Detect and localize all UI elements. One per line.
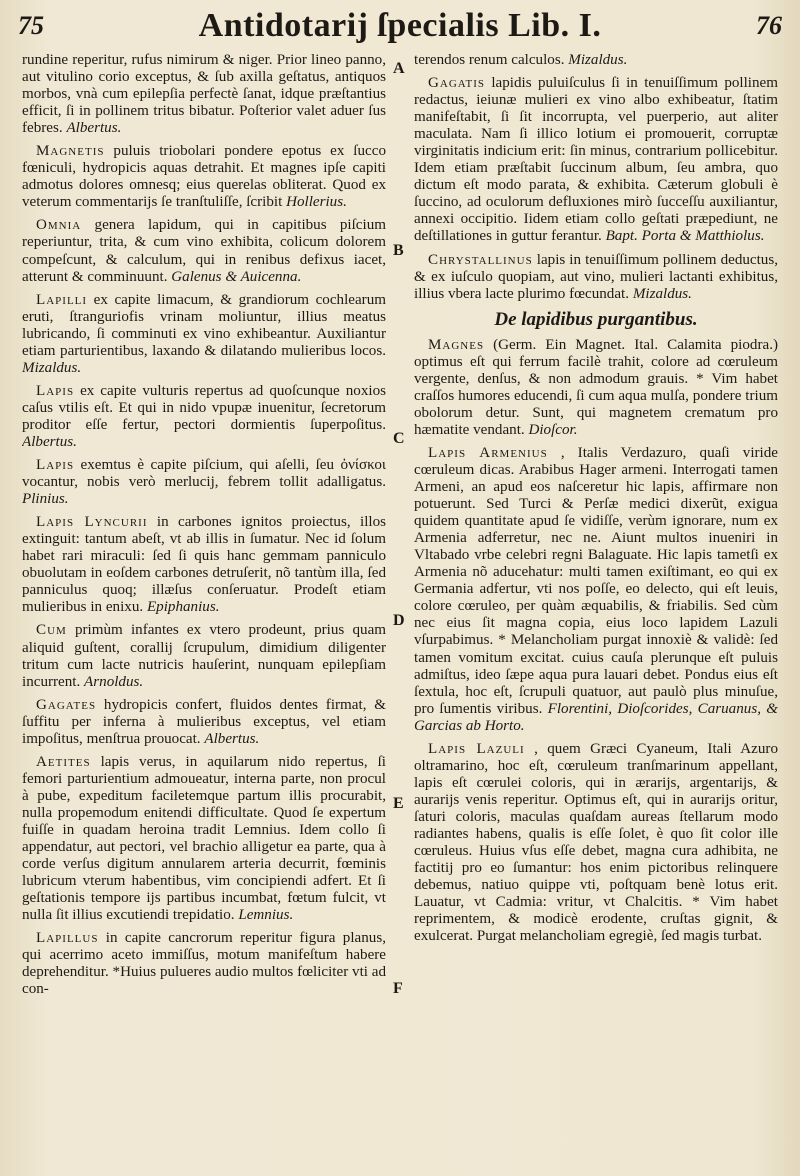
running-title: Antidotarij ſpecialis Lib. I.	[198, 7, 602, 44]
paragraph-text: genera lapidum, qui in capitibus piſcium reperiuntur, trita, & cum vino exhibita, colicum dolorem compeſcunt, & calculum, qui in renibus defixus iacet, atterunt & comminuunt.	[22, 217, 386, 285]
paragraph-text: in carbones ignitos proiectus, illos extinguit: tantum abeſt, vt ab illis in ſumatur. Nec id ſolum habet rari miraculi: ſed ſi quis hanc gemmam panniculo obuolutam in eoſdem carbones detruſerit, nõ tantùm illa, ſed panniculus quoq; illæſus conſeruatur. Prodeſt etiam mulieribus in enixu.	[22, 514, 386, 616]
citation: Arnoldus.	[84, 673, 144, 690]
citation: Mizaldus.	[632, 285, 692, 302]
paragraph-text: ex capite vulturis repertus ad quoſcunque noxios caſus vtilis eſt. Et qui in nido vpupæ inuenitur, ſecretorum proditor eſſe fertur, pectori dormientis ſuperpoſitus.	[22, 382, 386, 433]
section-heading: De lapidibus purgantibus.	[494, 308, 698, 330]
citation: Galenus & Auicenna.	[171, 268, 302, 285]
paragraph	[22, 143, 386, 211]
citation: Lemnius.	[238, 907, 294, 924]
margin-marker-f: F	[393, 980, 403, 997]
paragraph	[414, 252, 778, 303]
paragraph-text: , quem Græci Cyaneum, Itali Azuro oltramarino, hoc eſt, cœruleum tranſmarinum appellant, lapis eſt cœrulei coloris, qui in ærarijs, argentarijs, & aurarijs venis reperitur. Optimus eſt, qui in aurarijs oritur, ſaturi coloris, maculas quaſdam aureas ſtellarum modo radiantes habens, qualis is eſſe ſolet, è quo ſit color ille cœruleus. Huius vſus eſſe debet, magna cura adhibita, ne factitij pro eo ſumantur: hos enim pictoribus relinquere debemus, natiuo quippe vti, poſtquam benè lotus erit. Lauatur, vt Cadmia: vritur, vt Chalcitis. * Vim habet reprimentem, & modicè erodente, cruſtas gignit, & exulcerat. Purgat melancholiam egregiè, ſed magis turbat.	[414, 740, 778, 945]
paragraph-lead: Lapis Armenius	[428, 444, 548, 461]
citation: Bapt. Porta & Matthiolus.	[605, 228, 765, 245]
paragraph-text: puluis triobolari pondere epotus ex ſucco fœniculi, hydropicis aquas detrahit. Et magnes ipſe capiti admotus dolores omnesq; eius querelas obliterat. Quod ex veterum commentarijs ſe tranſtuliſſe, ſcribit	[22, 143, 386, 211]
paragraph-text: terendos renum calculos.	[414, 52, 565, 68]
paragraph	[22, 457, 386, 508]
paragraph-lead: Lapis Lyncurii	[36, 514, 148, 531]
page-number-right: 76	[755, 11, 782, 40]
paragraph-text: in capite cancrorum reperitur figura planus, qui acerrimo aceto immiſſus, motum manifeſtum habere deprehenditur. *Huius pulueres audio multos fœliciter vti ad con-	[22, 930, 386, 998]
paragraph-text: ex capite limacum, & grandiorum cochlearum eruti, ſtranguriofis vrinam moliuntur, illius meatus lubricando, ſi comminuti ex vino exhibeantur. Auxiliantur etiam parturientibus, laxando & dilatando mulieribus locos.	[22, 291, 386, 359]
paragraph-lead: Aetites	[36, 753, 91, 770]
citation: Hollerius.	[286, 194, 347, 211]
citation: Albertus.	[204, 730, 260, 747]
paragraph-text: primùm infantes ex vtero prodeunt, prius quam aliquid guſtent, corallij ſcrupulum, dimidium diligenter tritum cum lacte nutricis hauſerint, nunquam epilepſiam incurrent.	[22, 622, 386, 690]
paragraph	[22, 622, 386, 690]
margin-marker-c: C	[393, 430, 405, 447]
paragraph	[22, 754, 386, 924]
paragraph-lead: Omnia	[36, 217, 82, 234]
right-column-bottom	[414, 337, 778, 946]
right-column	[414, 52, 778, 1162]
paragraph-lead: Lapilli	[36, 291, 88, 308]
paragraph	[22, 52, 386, 137]
paragraph-text: (Germ. Ein Magnet. Ital. Calamita piodra.) optimus eſt qui ferrum facilè trahit, colore ad cœruleum vergente, denſus, & non admodum grauis. * Vim habet craſſos humores educendi, ſi cum aqua mulſa, pondere trium obolorum detur. Sunt, qui magnetem crematum pro hæmatite vendant.	[414, 336, 778, 438]
paragraph	[414, 52, 778, 69]
paragraph	[414, 75, 778, 245]
paragraph	[414, 337, 778, 439]
paragraph	[414, 741, 778, 946]
citation: Albertus.	[66, 120, 122, 137]
paragraph-text: hydropicis confert, fluidos dentes firmat, & ſuffitu per inferna à mulieribus exceptus, vel etiam impoſitus, menſtrua prouocat.	[22, 696, 386, 747]
citation: Florentini, Dioſcorides, Caruanus, & Garcias ab Horto.	[414, 700, 778, 734]
paragraph-text: lapis verus, in aquilarum nido repertus, ſi femori parturientium admoueatur, interna parte, non procul à pube, expeditum faciletemque partum illis procurabit, nulla propemodum enitendi difficultate. Quod ſe expertum fuiſſe in quadam heroina tradit Lemnius. Idem collo ſi appendatur, aut pectori, vel brachio alligetur ea parte, qua à corde verſus digitum annularem arteria decurrit, fœminis lubricum vterum habentibus, vim concipiendi adfert. Et ſi geſtationis tempore ijs partibus incumbat, fœtum fulcit, vt nulla ſit illius excutiendi trepidatio.	[22, 753, 386, 924]
paragraph-lead: Gagates	[36, 696, 97, 713]
running-header	[18, 4, 782, 48]
paragraph-lead: Lapis Lazuli	[428, 740, 525, 757]
paragraph	[22, 697, 386, 748]
paragraph	[22, 383, 386, 451]
paragraph-text: exemtus è capite piſcium, qui aſelli, ſeu ὀνίσκοι vocantur, nobis verò merlucij, febrem tollit adalligatus.	[22, 457, 386, 491]
right-column-top	[414, 52, 778, 303]
margin-marker-e: E	[393, 795, 404, 812]
page-number-left: 75	[18, 11, 44, 40]
paragraph-lead: Cum	[36, 622, 67, 639]
margin-marker-b: B	[393, 242, 404, 259]
paragraph	[22, 217, 386, 285]
margin-marker-a: A	[393, 60, 405, 77]
paragraph-text: lapidis puluiſculus ſi in tenuiſſimum pollinem redactus, ieiunæ mulieri ex vino albo exhibeatur, ſtatim manifeſtabit, ſi ſit incorrupta, vel puerperio, aut aliter maculata. Nam ſi illico lotium ei promouerit, corruptæ virginitatis indicium erit: ſin minus, contrarium pollicebitur. Idem etiam præſtabit ſuccinum album, ſeu ambra, quo dictum eſt modo parata, & exhibita. Cæterum globuli è ſuccino, ad oculorum defluxiones mirò ſucceſſu auxiliantur, annexi occipitio. Iidem etiam collo geſtati præpediunt, ne deſtillationes in guttur ferantur.	[414, 75, 778, 245]
citation: Mizaldus.	[22, 359, 82, 376]
paragraph-text: rundine reperitur, rufus nimirum & niger. Prior lineo panno, aut vitulino corio exceptus, & ſub axilla geſtatus, antiquos morbos, vnà cum epilepſia perfectè ſanat, idque præſtantius efficit, ſi in pollinem tritus bibatur. Poſterior valet aduer ſus febres.	[22, 52, 386, 137]
paragraph-lead: Magnes	[428, 336, 485, 353]
paragraph	[22, 514, 386, 616]
paragraph-lead: Gagatis	[428, 75, 486, 92]
paragraph	[22, 930, 386, 998]
paragraph-lead: Magnetis	[36, 143, 105, 160]
citation: Mizaldus.	[568, 52, 628, 68]
paragraph-lead: Lapillus	[36, 930, 99, 947]
citation: Dioſcor.	[528, 421, 578, 438]
paragraph	[414, 445, 778, 735]
citation: Plinius.	[22, 491, 69, 508]
paragraph-lead: Lapis	[36, 382, 75, 399]
margin-marker-d: D	[393, 612, 405, 629]
left-column	[22, 52, 386, 1162]
paragraph-lead: Lapis	[36, 457, 75, 474]
citation: Epiphanius.	[146, 599, 220, 616]
citation: Albertus.	[22, 433, 77, 450]
paragraph	[22, 292, 386, 377]
paragraph-text: , Italis Verdazuro, quaſi viride cœruleum dicas. Arabibus Hager armeni. Interrogati tamen Armeni, an apud eos naſceretur hic lapis, affirmare non potuerunt. Sed Turci & Perſæ medici dixerũt, exigua quidem quantitate apud ſe vidiſſe, verùm ignorare, num ex Armenia adferretur, nec ne. Aiunt multos inueniri in Vltabado vrbe celebri regni Balaguate. Hic lapis tametſi ex Armenia nõ aducehatur: multi tamen exiſtimant, eo qui ex Germania adfertur, vti nos poſſe, eo delecto, qui eſt leuis, colore cœruleo, per quàm æquabilis, & friabilis. Sed cùm nec eius ſit magna copia, eius loco lapidem Lazuli vſurpabimus. * Melancholiam purgat innoxiè & validè: ſed tamen vomitum excitat. cuius cauſa plerunque eſt puluis admiſtus, ideo ſæpe aqua pura lauari debet. Pondus eius eſt ſextula, hoc eſt, ſcrupuli quatuor, aut paulò plus minuſue, pro ſumentis viribus.	[414, 444, 778, 717]
paragraph-text: lapis in tenuiſſimum pollinem deductus, & ex iuſculo quopiam, aut vino, mulieri lactanti exhibitus, illius vbera lacte plurimo fœcundat.	[414, 251, 778, 302]
paragraph-lead: Chrystallinus	[428, 251, 533, 268]
